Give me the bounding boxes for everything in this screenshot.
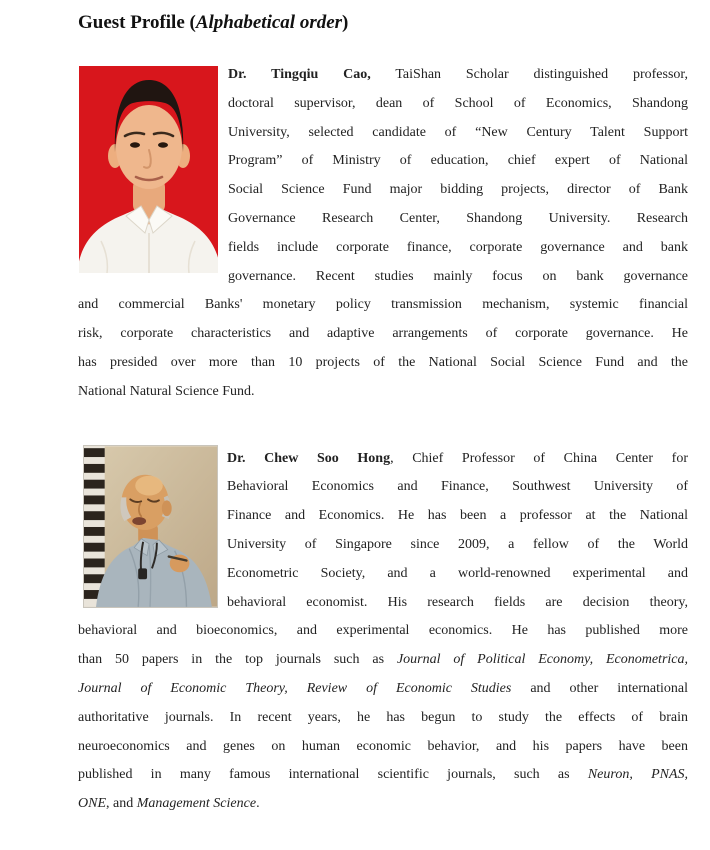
bio-text-chew-soo-hong: Dr. Chew Soo Hong, Chief Professor of China Center for Behavioral Economics and Finance, Southwest University of Finance and Economics. He has been a professor at the National University of Singapore since 2009, a fellow of the World Econometric Society, and a world-renowned experimental and behavioral economist. His research fields are decision theory, behavioral and bioeconomics, and experimental economics. He has published more than 50 papers in the top journals such as Journal of Political Economy, Econometrica, Journal of Economic Theory, Review of Economic Studies and other international authoritative journals. In recent years, he has begun to study the effects of brain neuroeconomics and genes on human economic behavior, and his papers have been published in many famous international scientific journals, such as Neuron, PNAS, bbox=[78, 450, 689, 783]
portrait-illustration-chew-soo-hong bbox=[84, 446, 217, 607]
profile-section-chew-soo-hong bbox=[78, 445, 688, 819]
bio-text-tingqiu-cao-last-line: National Natural Science Fund. bbox=[78, 383, 255, 399]
portrait-illustration-tingqiu-cao bbox=[79, 66, 218, 273]
bio-text-tingqiu-cao: Dr. Tingqiu Cao, TaiShan Scholar distinguished professor, doctoral supervisor, dean of School of Economics, Shandong University, selected candidate of “New Century Talent Support Program” of Ministry of education, chief expert of National Social Science Fund major bidding projects, director of Bank Governance Research Center, Shandong University. Research fields include corporate finance, corporate governance and bank governance. Recent studies mainly focus on bank governance and commercial Banks' monetary policy transmission mechanism, systemic financial risk, corporate characteristics and adaptive arrangements of corporate governance. He has presided over more than 10 projects of the National Social Science Fund and the bbox=[78, 67, 688, 370]
profile-section-tingqiu-cao bbox=[78, 61, 688, 407]
bio-text-chew-soo-hong-last-line: ONE, and Management Science. bbox=[78, 796, 260, 812]
photo-chew-soo-hong bbox=[83, 445, 218, 608]
photo-tingqiu-cao bbox=[79, 66, 218, 273]
page-title: Guest Profile (Alphabetical order) bbox=[78, 12, 349, 33]
